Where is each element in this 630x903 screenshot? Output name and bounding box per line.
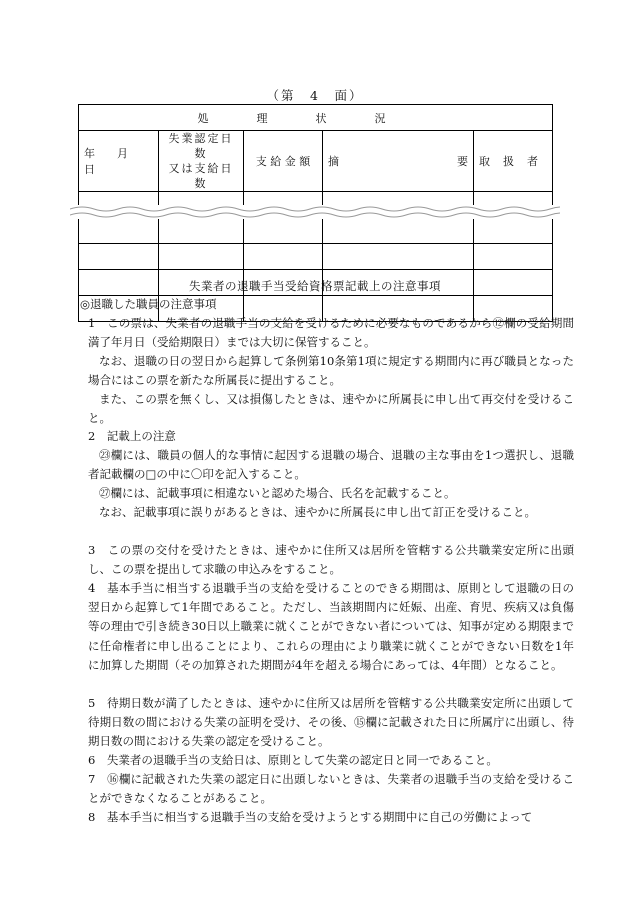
table-row (79, 244, 553, 270)
note-2b: ㉗欄には、記載事項に相違ないと認めた場合、氏名を記載すること。 (99, 486, 456, 500)
note-1c: また、この票を無くし、又は損傷したときは、速やかに所属長に申し出て再交付を受けること。 (88, 392, 574, 426)
table-row (79, 218, 553, 244)
note-2: 2 記載上の注意 (88, 429, 176, 443)
header-amount: 支 給 金 額 (244, 131, 323, 192)
header-days: 失業認定日数 又は支給日数 (159, 131, 244, 192)
note-6: 6 失業者の退職手当の支給日は、原則として失業の認定日と同一であること。 (88, 753, 498, 767)
notes-section-heading: ◎退職した職員の注意事項 (80, 297, 217, 311)
notes-title: 失業者の退職手当受給資格票記載上の注意事項 (189, 279, 441, 293)
header-remarks: 摘 要 (323, 131, 474, 192)
note-2a: ㉓欄には、職員の個人的な事情に起因する退職の場合、退職の主な事由を1つ選択し、退職者記載欄の□の中に〇印を記入すること。 (88, 448, 574, 482)
header-handler: 取 扱 者 (474, 131, 553, 192)
note-1b: なお、退職の日の翌日から起算して条例第10条第1項に規定する期間内に再び職員となった場合にはこの票を新たな所属長に提出すること。 (88, 354, 574, 388)
note-5: 5 待期日数が満了したときは、速やかに住所又は居所を管轄する公共職業安定所に出頭して待期日数の間における失業の証明を受け、その後、⑮欄に記載された日に所属庁に出頭し、待期日数の間における失業の認定を受けること。 (88, 696, 574, 749)
page-label: （第 4 面） (266, 88, 364, 103)
table-title: 処理状況 (79, 105, 553, 131)
note-3: 3 この票の交付を受けたときは、速やかに住所又は居所を管轄する公共職業安定所に出頭し、この票を提出して求職の申込みをすること。 (88, 543, 574, 577)
note-7: 7 ⑯欄に記載された失業の認定日に出頭しないときは、失業者の退職手当の支給を受けることができなくなることがあること。 (88, 772, 574, 806)
note-4: 4 基本手当に相当する退職手当の支給を受けることのできる期間は、原則として退職の日の翌日から起算して1年間であること。ただし、当該期間内に妊娠、出産、育児、疾病又は負傷等の理由で引き続き30日以上職業に就くことができない者については、知事が定める期限までに任命権者に申し出ることにより、これらの理由により職業に就くことができない日数を1年に加算した期間（その加算された期間が4年を超える場合にあっては、4年間）となること。 (88, 581, 574, 672)
note-8: 8 基本手当に相当する退職手当の支給を受けようとする期間中に自己の労働によって (88, 810, 533, 824)
note-2c: なお、記載事項に誤りがあるときは、速やかに所属長に申し出て訂正を受けること。 (99, 505, 536, 519)
table-break-wave (70, 205, 560, 219)
note-1: 1 この票は、失業者の退職手当の支給を受けるために必要なものであるから⑫欄の受給期間満了年月日（受給期限日）までは大切に保管すること。 (88, 316, 574, 350)
header-date: 年 月 日 (79, 131, 159, 192)
